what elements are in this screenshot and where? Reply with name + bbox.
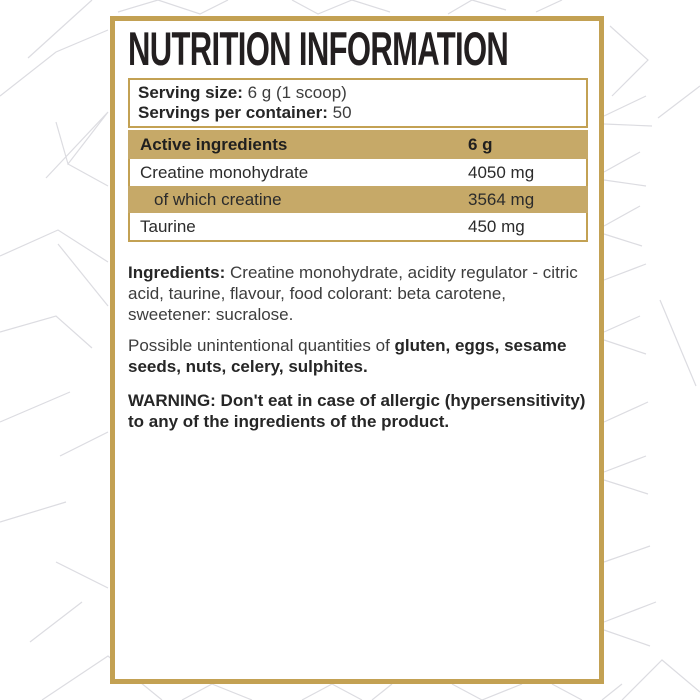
allergens-paragraph <box>128 335 590 377</box>
ingredient-name: of which creatine <box>154 189 282 209</box>
ingredients-paragraph <box>128 262 590 325</box>
servings-per-container-value: 50 <box>332 103 352 122</box>
serving-size-label: Serving size: <box>138 83 243 102</box>
table-row <box>128 186 588 213</box>
table-row <box>130 213 586 240</box>
table-header-name: Active ingredients <box>140 134 288 154</box>
servings-per-container-line <box>138 103 578 123</box>
serving-info-box <box>128 78 588 128</box>
ingredients-text: Creatine monohydrate, acidity regulator - citric acid, taurine, flavour, food colorant: beta carotene, sweetener: sucralose. <box>128 263 578 324</box>
nutrition-label-panel <box>110 16 604 684</box>
ingredient-name: Creatine monohydrate <box>140 162 309 182</box>
allergens-prefix: Possible unintentional quantities of <box>128 336 395 355</box>
allergens-list: gluten, eggs, sesame seeds, nuts, celery, sulphites. <box>128 336 567 376</box>
table-header-row <box>128 130 588 159</box>
table-row <box>130 159 586 186</box>
warning-paragraph: WARNING: Don't eat in case of allergic (hypersensitivity) to any of the ingredients of the product. <box>128 391 586 431</box>
ingredient-amount: 3564 mg <box>468 189 535 209</box>
ingredient-amount: 450 mg <box>468 216 525 236</box>
ingredient-amount: 4050 mg <box>468 162 535 182</box>
ingredient-name: Taurine <box>140 216 196 236</box>
page-title: NUTRITION INFORMATION <box>128 22 509 75</box>
active-ingredients-table <box>128 130 588 242</box>
servings-per-container-label: Servings per container: <box>138 103 328 122</box>
ingredients-label: Ingredients: <box>128 263 226 282</box>
serving-size-value: 6 g (1 scoop) <box>247 83 347 102</box>
serving-size-line <box>138 83 578 103</box>
table-header-amount: 6 g <box>468 134 493 154</box>
